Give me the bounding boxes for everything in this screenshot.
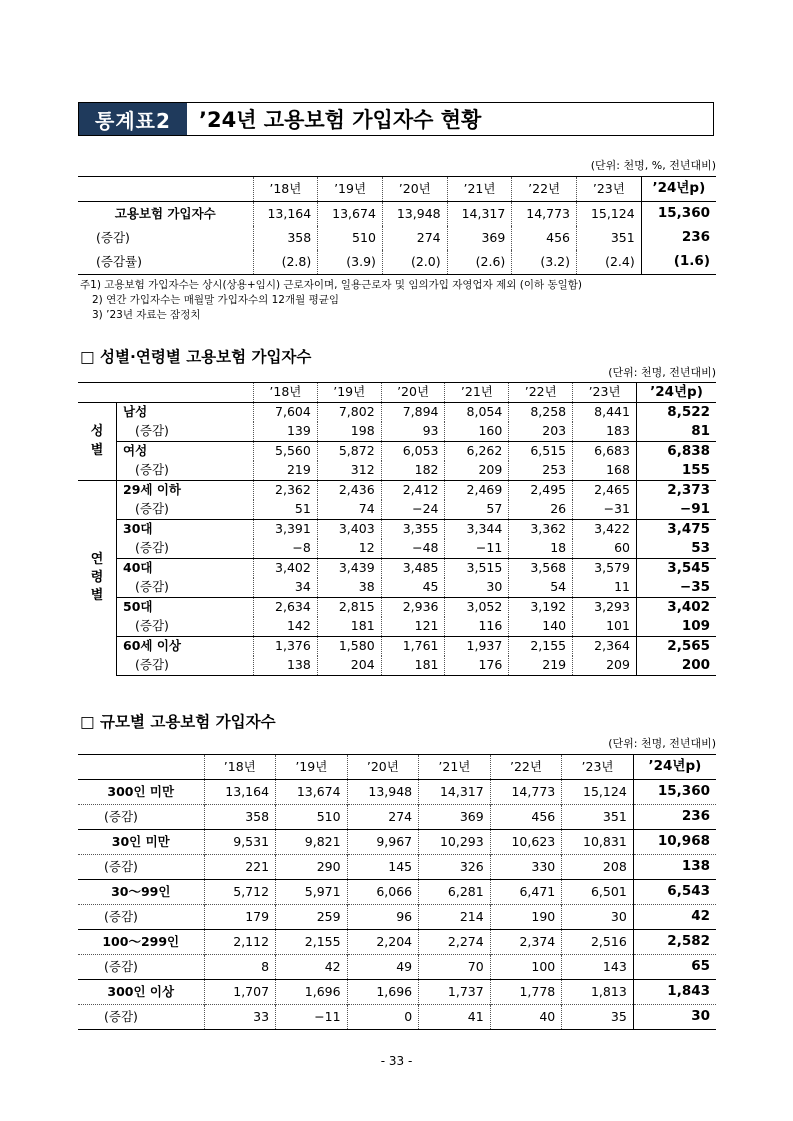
value-cell: 41: [419, 1005, 491, 1030]
year-header: ’22년: [512, 177, 577, 202]
value-cell: 109: [636, 617, 716, 637]
value-cell: 1,778: [490, 980, 562, 1005]
value-cell: 3,475: [636, 520, 716, 540]
value-cell: 253: [509, 461, 573, 481]
value-cell: 3,391: [254, 520, 318, 540]
value-cell: 3,403: [317, 520, 381, 540]
value-cell: 8: [204, 955, 276, 980]
row-label: (증감): [78, 955, 204, 980]
value-cell: 1,696: [347, 980, 419, 1005]
value-cell: 3,402: [254, 559, 318, 579]
year-header: ’20년: [347, 755, 419, 780]
year-header: ’24년p): [636, 383, 716, 403]
row-label: 50대: [117, 598, 254, 618]
value-cell: 14,773: [490, 780, 562, 805]
value-cell: 93: [381, 422, 445, 442]
value-cell: 6,053: [381, 442, 445, 462]
year-header: ’19년: [317, 383, 381, 403]
value-cell: 74: [317, 500, 381, 520]
value-cell: (1.6): [641, 250, 716, 275]
gender-group-label: 성 별: [78, 403, 117, 481]
value-cell: 14,317: [419, 780, 491, 805]
value-cell: 139: [254, 422, 318, 442]
value-cell: (3.9): [318, 250, 383, 275]
value-cell: 1,937: [445, 637, 509, 657]
value-cell: 1,737: [419, 980, 491, 1005]
table2-corner: [78, 383, 254, 403]
row-label: (증감): [96, 229, 130, 245]
value-cell: 38: [317, 578, 381, 598]
value-cell: 96: [347, 905, 419, 930]
table-row: [78, 880, 716, 905]
value-cell: 9,967: [347, 830, 419, 855]
value-cell: 101: [573, 617, 637, 637]
value-cell: 6,262: [445, 442, 509, 462]
value-cell: 116: [445, 617, 509, 637]
value-cell: 138: [254, 656, 318, 676]
value-cell: 30: [445, 578, 509, 598]
table-row: [78, 559, 716, 579]
value-cell: 10,293: [419, 830, 491, 855]
table-row: [78, 539, 716, 559]
value-cell: −11: [445, 539, 509, 559]
value-cell: 9,821: [276, 830, 348, 855]
value-cell: 14,773: [512, 202, 577, 227]
value-cell: 15,124: [562, 780, 634, 805]
value-cell: 2,412: [381, 481, 445, 501]
value-cell: 6,838: [636, 442, 716, 462]
table3-header-row: [78, 755, 716, 780]
value-cell: 2,582: [633, 930, 716, 955]
value-cell: 34: [254, 578, 318, 598]
row-label: (증감): [117, 617, 254, 637]
table3-size: [78, 754, 716, 1030]
table1-total-insured: [78, 176, 716, 275]
table-row: [78, 422, 716, 442]
value-cell: 2,155: [276, 930, 348, 955]
page-number: - 33 -: [380, 1054, 413, 1068]
table-row: [78, 461, 716, 481]
value-cell: 13,948: [382, 202, 447, 227]
table1-corner: [78, 177, 253, 202]
year-header: ’20년: [381, 383, 445, 403]
value-cell: 2,516: [562, 930, 634, 955]
value-cell: 70: [419, 955, 491, 980]
value-cell: 13,164: [253, 202, 318, 227]
value-cell: 138: [633, 855, 716, 880]
table-row: [78, 598, 716, 618]
value-cell: 81: [636, 422, 716, 442]
value-cell: 290: [276, 855, 348, 880]
section2-title: □ 성별·연령별 고용보험 가입자수: [80, 348, 312, 366]
value-cell: 7,604: [254, 403, 318, 423]
value-cell: 3,439: [317, 559, 381, 579]
table-row: [78, 481, 716, 501]
value-cell: 2,634: [254, 598, 318, 618]
value-cell: 312: [317, 461, 381, 481]
value-cell: 2,469: [445, 481, 509, 501]
table-row: [78, 500, 716, 520]
value-cell: 13,948: [347, 780, 419, 805]
value-cell: 1,761: [381, 637, 445, 657]
value-cell: 2,565: [636, 637, 716, 657]
value-cell: 140: [509, 617, 573, 637]
value-cell: 2,465: [573, 481, 637, 501]
table-row: [78, 250, 716, 275]
value-cell: 40: [490, 1005, 562, 1030]
value-cell: 3,362: [509, 520, 573, 540]
value-cell: −31: [573, 500, 637, 520]
value-cell: 1,580: [317, 637, 381, 657]
value-cell: 2,495: [509, 481, 573, 501]
title-tag: 통계표2: [79, 103, 187, 135]
table2-header-row: [78, 383, 716, 403]
row-label: 30～99인: [78, 880, 204, 905]
value-cell: 13,674: [276, 780, 348, 805]
value-cell: 2,373: [636, 481, 716, 501]
row-label: (증감): [117, 500, 254, 520]
value-cell: 179: [204, 905, 276, 930]
table-row: [78, 905, 716, 930]
value-cell: 203: [509, 422, 573, 442]
value-cell: 2,274: [419, 930, 491, 955]
value-cell: 8,054: [445, 403, 509, 423]
value-cell: 219: [509, 656, 573, 676]
value-cell: 10,968: [633, 830, 716, 855]
table-row: [78, 830, 716, 855]
value-cell: 2,374: [490, 930, 562, 955]
row-label: 300인 미만: [107, 783, 175, 799]
year-header: ’18년: [253, 177, 318, 202]
value-cell: 3,485: [381, 559, 445, 579]
value-cell: 57: [445, 500, 509, 520]
value-cell: 45: [381, 578, 445, 598]
value-cell: 26: [509, 500, 573, 520]
year-header: ’21년: [419, 755, 491, 780]
value-cell: 42: [633, 905, 716, 930]
value-cell: 221: [204, 855, 276, 880]
value-cell: 7,802: [317, 403, 381, 423]
value-cell: 49: [347, 955, 419, 980]
row-label: (증감): [117, 578, 254, 598]
value-cell: 2,436: [317, 481, 381, 501]
value-cell: 3,568: [509, 559, 573, 579]
value-cell: 5,560: [254, 442, 318, 462]
value-cell: 8,522: [636, 403, 716, 423]
value-cell: 236: [641, 226, 716, 250]
value-cell: −8: [254, 539, 318, 559]
value-cell: 176: [445, 656, 509, 676]
row-label: (증감): [117, 539, 254, 559]
value-cell: 209: [445, 461, 509, 481]
value-cell: (2.4): [577, 250, 642, 275]
value-cell: −35: [636, 578, 716, 598]
value-cell: 42: [276, 955, 348, 980]
table-row: [78, 1005, 716, 1030]
table-row: [78, 656, 716, 676]
row-label: (증감): [78, 905, 204, 930]
table-row: [78, 805, 716, 830]
value-cell: 2,112: [204, 930, 276, 955]
value-cell: 3,579: [573, 559, 637, 579]
row-label: 60세 이상: [117, 637, 254, 657]
value-cell: 15,360: [633, 780, 716, 805]
table1-notes: [80, 278, 582, 323]
value-cell: 209: [573, 656, 637, 676]
value-cell: −48: [381, 539, 445, 559]
table-row: [78, 403, 716, 423]
value-cell: 330: [490, 855, 562, 880]
value-cell: 9,531: [204, 830, 276, 855]
value-cell: 1,843: [633, 980, 716, 1005]
value-cell: 181: [381, 656, 445, 676]
table-row: [78, 780, 716, 805]
age-group-label: 연 령 별: [78, 481, 117, 676]
value-cell: 33: [204, 1005, 276, 1030]
value-cell: 35: [562, 1005, 634, 1030]
table-row: [78, 637, 716, 657]
value-cell: 3,344: [445, 520, 509, 540]
year-header: ’22년: [490, 755, 562, 780]
note-line: 3) ’23년 자료는 잠정치: [92, 309, 201, 321]
value-cell: 3,052: [445, 598, 509, 618]
value-cell: 510: [276, 805, 348, 830]
row-label: 300인 이상: [78, 980, 204, 1005]
row-label: 여성: [117, 442, 254, 462]
value-cell: 5,971: [276, 880, 348, 905]
value-cell: 12: [317, 539, 381, 559]
value-cell: −91: [636, 500, 716, 520]
table-row: [78, 520, 716, 540]
value-cell: (2.0): [382, 250, 447, 275]
table1-header-row: [78, 177, 716, 202]
value-cell: 204: [317, 656, 381, 676]
note-line: 주1) 고용보험 가입자수는 상시(상용+임시) 근로자이며, 일용근로자 및 임의가입 자영업자 제외 (이하 동일함): [80, 279, 583, 291]
value-cell: 214: [419, 905, 491, 930]
value-cell: 11: [573, 578, 637, 598]
table3-corner: [78, 755, 204, 780]
year-header: ’18년: [204, 755, 276, 780]
value-cell: (2.8): [253, 250, 318, 275]
year-header: ’19년: [318, 177, 383, 202]
value-cell: 15,124: [577, 202, 642, 227]
year-header: ’21년: [445, 383, 509, 403]
value-cell: 219: [254, 461, 318, 481]
value-cell: −24: [381, 500, 445, 520]
row-label: 100～299인: [78, 930, 204, 955]
value-cell: 351: [577, 226, 642, 250]
row-label: (증감): [117, 422, 254, 442]
value-cell: 53: [636, 539, 716, 559]
value-cell: 274: [382, 226, 447, 250]
table-row: [78, 955, 716, 980]
value-cell: 5,872: [317, 442, 381, 462]
year-header: ’24년p): [633, 755, 716, 780]
value-cell: 1,813: [562, 980, 634, 1005]
value-cell: 181: [317, 617, 381, 637]
value-cell: 54: [509, 578, 573, 598]
table-row: [78, 226, 716, 250]
value-cell: 2,204: [347, 930, 419, 955]
value-cell: 121: [381, 617, 445, 637]
section2-unit: (단위: 천명, 전년대비): [608, 366, 716, 379]
value-cell: 145: [347, 855, 419, 880]
value-cell: 351: [562, 805, 634, 830]
value-cell: 6,515: [509, 442, 573, 462]
value-cell: 369: [447, 226, 512, 250]
year-header: ’22년: [509, 383, 573, 403]
value-cell: 14,317: [447, 202, 512, 227]
value-cell: 6,683: [573, 442, 637, 462]
year-header: ’18년: [254, 383, 318, 403]
value-cell: 2,936: [381, 598, 445, 618]
year-header: ’23년: [577, 177, 642, 202]
value-cell: 51: [254, 500, 318, 520]
row-label: 30대: [117, 520, 254, 540]
year-header: ’19년: [276, 755, 348, 780]
value-cell: 143: [562, 955, 634, 980]
page-title: ’24년 고용보험 가입자수 현황: [199, 108, 482, 132]
value-cell: 183: [573, 422, 637, 442]
value-cell: 8,441: [573, 403, 637, 423]
value-cell: 60: [573, 539, 637, 559]
row-label: (증감): [78, 855, 204, 880]
table2-gender-age: [78, 382, 716, 676]
year-header: ’23년: [562, 755, 634, 780]
value-cell: 2,155: [509, 637, 573, 657]
value-cell: (2.6): [447, 250, 512, 275]
value-cell: 2,364: [573, 637, 637, 657]
value-cell: 5,712: [204, 880, 276, 905]
row-label: 고용보험 가입자수: [114, 205, 216, 221]
value-cell: 3,545: [636, 559, 716, 579]
year-header: ’21년: [447, 177, 512, 202]
table1-unit: (단위: 천명, %, 전년대비): [590, 159, 716, 172]
section3-title: □ 규모별 고용보험 가입자수: [80, 713, 276, 731]
row-label: (증감): [78, 805, 204, 830]
value-cell: 326: [419, 855, 491, 880]
row-label: (증감): [78, 1005, 204, 1030]
value-cell: 208: [562, 855, 634, 880]
year-header: ’24년p): [641, 177, 716, 202]
table-row: [78, 442, 716, 462]
value-cell: 456: [512, 226, 577, 250]
value-cell: 3,402: [636, 598, 716, 618]
value-cell: 3,293: [573, 598, 637, 618]
value-cell: 142: [254, 617, 318, 637]
row-label: 40대: [117, 559, 254, 579]
value-cell: 65: [633, 955, 716, 980]
value-cell: 1,707: [204, 980, 276, 1005]
value-cell: 6,501: [562, 880, 634, 905]
value-cell: 30: [633, 1005, 716, 1030]
value-cell: 3,355: [381, 520, 445, 540]
value-cell: 18: [509, 539, 573, 559]
value-cell: 100: [490, 955, 562, 980]
row-label: (증감률): [78, 250, 253, 275]
table-row: [78, 578, 716, 598]
value-cell: 13,164: [204, 780, 276, 805]
value-cell: 6,543: [633, 880, 716, 905]
value-cell: 3,192: [509, 598, 573, 618]
value-cell: 236: [633, 805, 716, 830]
section3-unit: (단위: 천명, 전년대비): [608, 737, 716, 750]
value-cell: 3,422: [573, 520, 637, 540]
value-cell: 1,696: [276, 980, 348, 1005]
value-cell: 155: [636, 461, 716, 481]
value-cell: 456: [490, 805, 562, 830]
value-cell: 200: [636, 656, 716, 676]
value-cell: 190: [490, 905, 562, 930]
value-cell: 7,894: [381, 403, 445, 423]
value-cell: 6,066: [347, 880, 419, 905]
value-cell: −11: [276, 1005, 348, 1030]
row-label: 29세 이하: [117, 481, 254, 501]
value-cell: 259: [276, 905, 348, 930]
value-cell: 15,360: [641, 202, 716, 227]
value-cell: 2,815: [317, 598, 381, 618]
table-row: [78, 930, 716, 955]
value-cell: 3,515: [445, 559, 509, 579]
table-row: [78, 855, 716, 880]
value-cell: 6,471: [490, 880, 562, 905]
value-cell: (3.2): [512, 250, 577, 275]
table-row: [78, 617, 716, 637]
value-cell: 168: [573, 461, 637, 481]
value-cell: 1,376: [254, 637, 318, 657]
row-label: (증감): [117, 461, 254, 481]
value-cell: 369: [419, 805, 491, 830]
value-cell: 358: [253, 226, 318, 250]
value-cell: 510: [318, 226, 383, 250]
value-cell: 13,674: [318, 202, 383, 227]
value-cell: 2,362: [254, 481, 318, 501]
value-cell: 358: [204, 805, 276, 830]
value-cell: 198: [317, 422, 381, 442]
value-cell: 10,831: [562, 830, 634, 855]
year-header: ’23년: [573, 383, 637, 403]
row-label: (증감): [117, 656, 254, 676]
value-cell: 8,258: [509, 403, 573, 423]
value-cell: 182: [381, 461, 445, 481]
table-row: [78, 980, 716, 1005]
value-cell: 274: [347, 805, 419, 830]
value-cell: 30: [562, 905, 634, 930]
row-label: 30인 미만: [78, 830, 204, 855]
year-header: ’20년: [382, 177, 447, 202]
table-row: [78, 202, 716, 227]
note-line: 2) 연간 가입자수는 매월말 가입자수의 12개월 평균임: [92, 294, 340, 306]
value-cell: 10,623: [490, 830, 562, 855]
value-cell: 0: [347, 1005, 419, 1030]
value-cell: 6,281: [419, 880, 491, 905]
value-cell: 160: [445, 422, 509, 442]
row-label: 남성: [117, 403, 254, 423]
title-box: [78, 102, 714, 136]
